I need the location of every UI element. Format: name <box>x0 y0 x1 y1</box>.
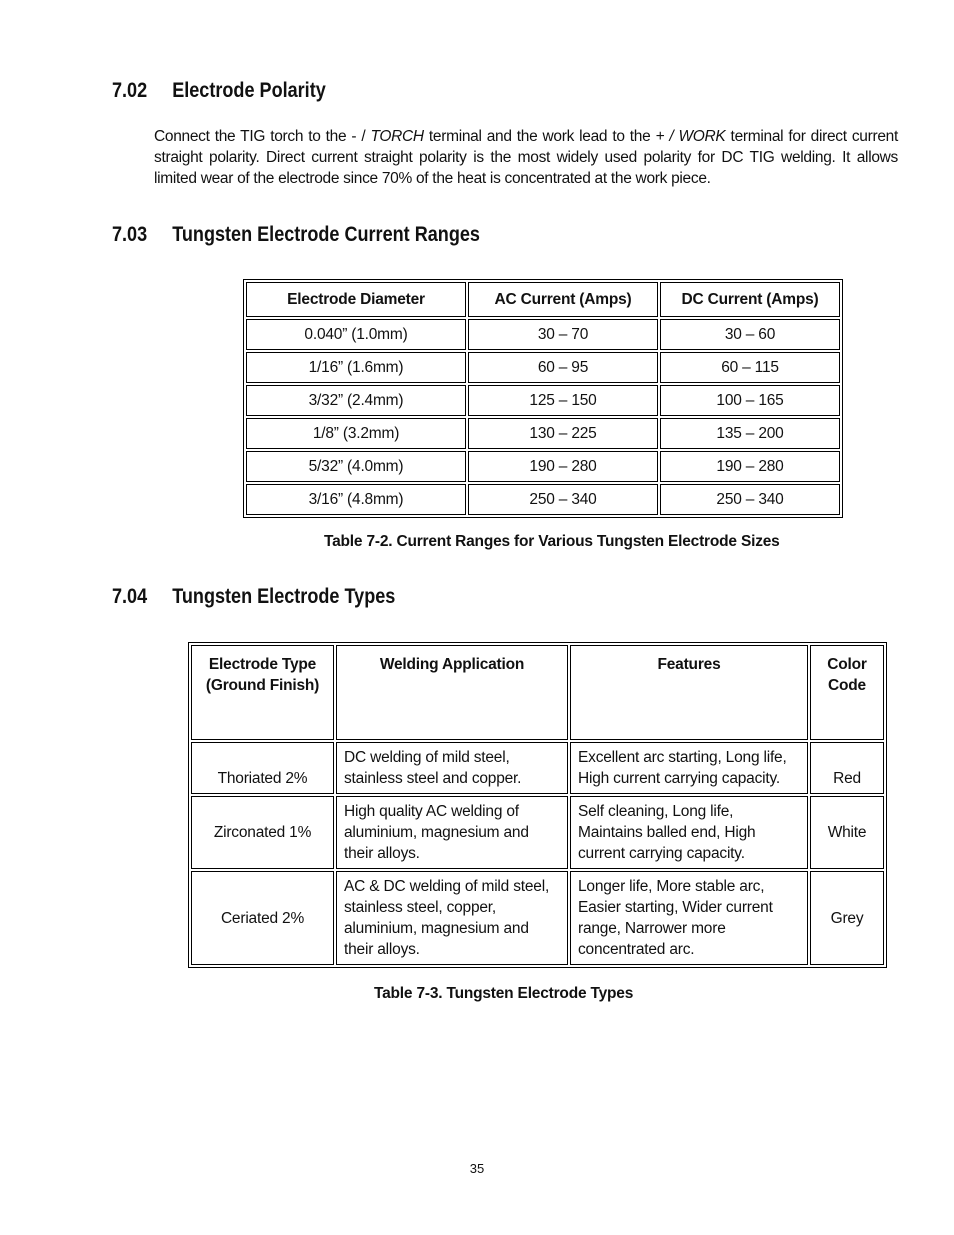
table-cell: 130 – 225 <box>468 418 658 449</box>
paragraph-text: terminal for direct current straight polarity. Direct current straight polarity is the most widely used polarity for DC TIG welding. It allows limited wear of the electrode since 70% of the heat is concentrated at the work piece. <box>154 128 898 187</box>
cell-line: stainless steel, copper, <box>344 899 497 916</box>
column-header-welding-application: Welding Application <box>336 645 568 740</box>
table-caption-7-2: Table 7-2. Current Ranges for Various Tungsten Electrode Sizes <box>324 533 780 550</box>
section-number: 7.04 <box>112 585 148 608</box>
cell-line: High quality AC welding of <box>344 803 519 820</box>
electrode-type-cell: Zirconated 1% <box>191 796 334 869</box>
cell-line: Self cleaning, Long life, <box>578 803 734 820</box>
application-cell <box>336 742 568 794</box>
table-cell: 3/16” (4.8mm) <box>246 484 466 515</box>
header-text: Electrode Type <box>208 656 317 673</box>
section-heading-7-03 <box>112 223 540 247</box>
cell-line: Easier starting, Wider current <box>578 899 773 916</box>
cell-line: AC & DC welding of mild steel, <box>344 878 550 895</box>
section-title: Electrode Polarity <box>172 79 326 102</box>
cell-line: their alloys. <box>344 941 420 958</box>
header-text: Code <box>828 677 866 694</box>
table-cell: 190 – 280 <box>660 451 840 482</box>
section-title: Tungsten Electrode Current Ranges <box>172 223 480 246</box>
table-cell: 5/32” (4.0mm) <box>246 451 466 482</box>
table-header-row <box>191 645 884 740</box>
features-cell <box>570 742 808 794</box>
header-text: Color <box>827 656 867 673</box>
table-cell: 100 – 165 <box>660 385 840 416</box>
table-row <box>191 796 884 869</box>
cell-line: concentrated arc. <box>578 941 695 958</box>
table-cell: 30 – 60 <box>660 319 840 350</box>
column-header-color-code <box>810 645 884 740</box>
color-code-cell: Grey <box>810 871 884 965</box>
cell-line: aluminium, magnesium and <box>344 920 529 937</box>
table-row <box>191 871 884 965</box>
cell-line: DC welding of mild steel, <box>344 749 510 766</box>
electrode-type-cell: Thoriated 2% <box>191 742 334 794</box>
column-header: Electrode Diameter <box>246 282 466 317</box>
work-terminal-label: + / WORK <box>655 128 726 145</box>
cell-line: High current carrying capacity. <box>578 770 780 787</box>
table-row <box>246 385 840 416</box>
table-cell: 1/8” (3.2mm) <box>246 418 466 449</box>
table-cell: 135 – 200 <box>660 418 840 449</box>
features-cell <box>570 871 808 965</box>
table-cell: 190 – 280 <box>468 451 658 482</box>
section-number: 7.02 <box>112 79 148 102</box>
column-header: DC Current (Amps) <box>660 282 840 317</box>
polarity-paragraph <box>154 126 898 189</box>
torch-terminal-label: TORCH <box>370 128 424 145</box>
table-cell: 60 – 95 <box>468 352 658 383</box>
table-row <box>246 352 840 383</box>
electrode-types-table <box>188 642 887 968</box>
table-cell: 1/16” (1.6mm) <box>246 352 466 383</box>
table-cell: 30 – 70 <box>468 319 658 350</box>
features-cell <box>570 796 808 869</box>
color-code-cell: White <box>810 796 884 869</box>
cell-line: Maintains balled end, High <box>578 824 756 841</box>
column-header: AC Current (Amps) <box>468 282 658 317</box>
table-cell: 0.040” (1.0mm) <box>246 319 466 350</box>
table-row <box>246 319 840 350</box>
paragraph-text: terminal and the work lead to the <box>423 128 656 145</box>
table-cell: 250 – 340 <box>468 484 658 515</box>
application-cell <box>336 871 568 965</box>
table-row <box>191 742 884 794</box>
cell-line: current carrying capacity. <box>578 845 745 862</box>
cell-line: their alloys. <box>344 845 420 862</box>
electrode-type-cell: Ceriated 2% <box>191 871 334 965</box>
paragraph-text: Connect the TIG torch to the - / <box>154 128 371 145</box>
cell-line: stainless steel and copper. <box>344 770 522 787</box>
table-row <box>246 418 840 449</box>
color-code-cell: Red <box>810 742 884 794</box>
table-header-row <box>246 282 840 317</box>
cell-line: Longer life, More stable arc, <box>578 878 765 895</box>
section-title: Tungsten Electrode Types <box>172 585 396 608</box>
section-heading-7-02 <box>112 79 361 103</box>
header-text: (Ground Finish) <box>205 677 320 694</box>
table-cell: 3/32” (2.4mm) <box>246 385 466 416</box>
current-ranges-table <box>243 279 843 518</box>
column-header-electrode-type <box>191 645 334 740</box>
cell-line: range, Narrower more <box>578 920 726 937</box>
table-cell: 125 – 150 <box>468 385 658 416</box>
section-heading-7-04 <box>112 585 441 609</box>
column-header-features: Features <box>570 645 808 740</box>
table-cell: 60 – 115 <box>660 352 840 383</box>
table-caption-7-3: Table 7-3. Tungsten Electrode Types <box>374 985 634 1002</box>
table-row <box>246 451 840 482</box>
section-number: 7.03 <box>112 223 148 246</box>
application-cell <box>336 796 568 869</box>
table-cell: 250 – 340 <box>660 484 840 515</box>
cell-line: aluminium, magnesium and <box>344 824 529 841</box>
page-number: 35 <box>469 1161 485 1176</box>
cell-line: Excellent arc starting, Long life, <box>578 749 787 766</box>
table-row <box>246 484 840 515</box>
